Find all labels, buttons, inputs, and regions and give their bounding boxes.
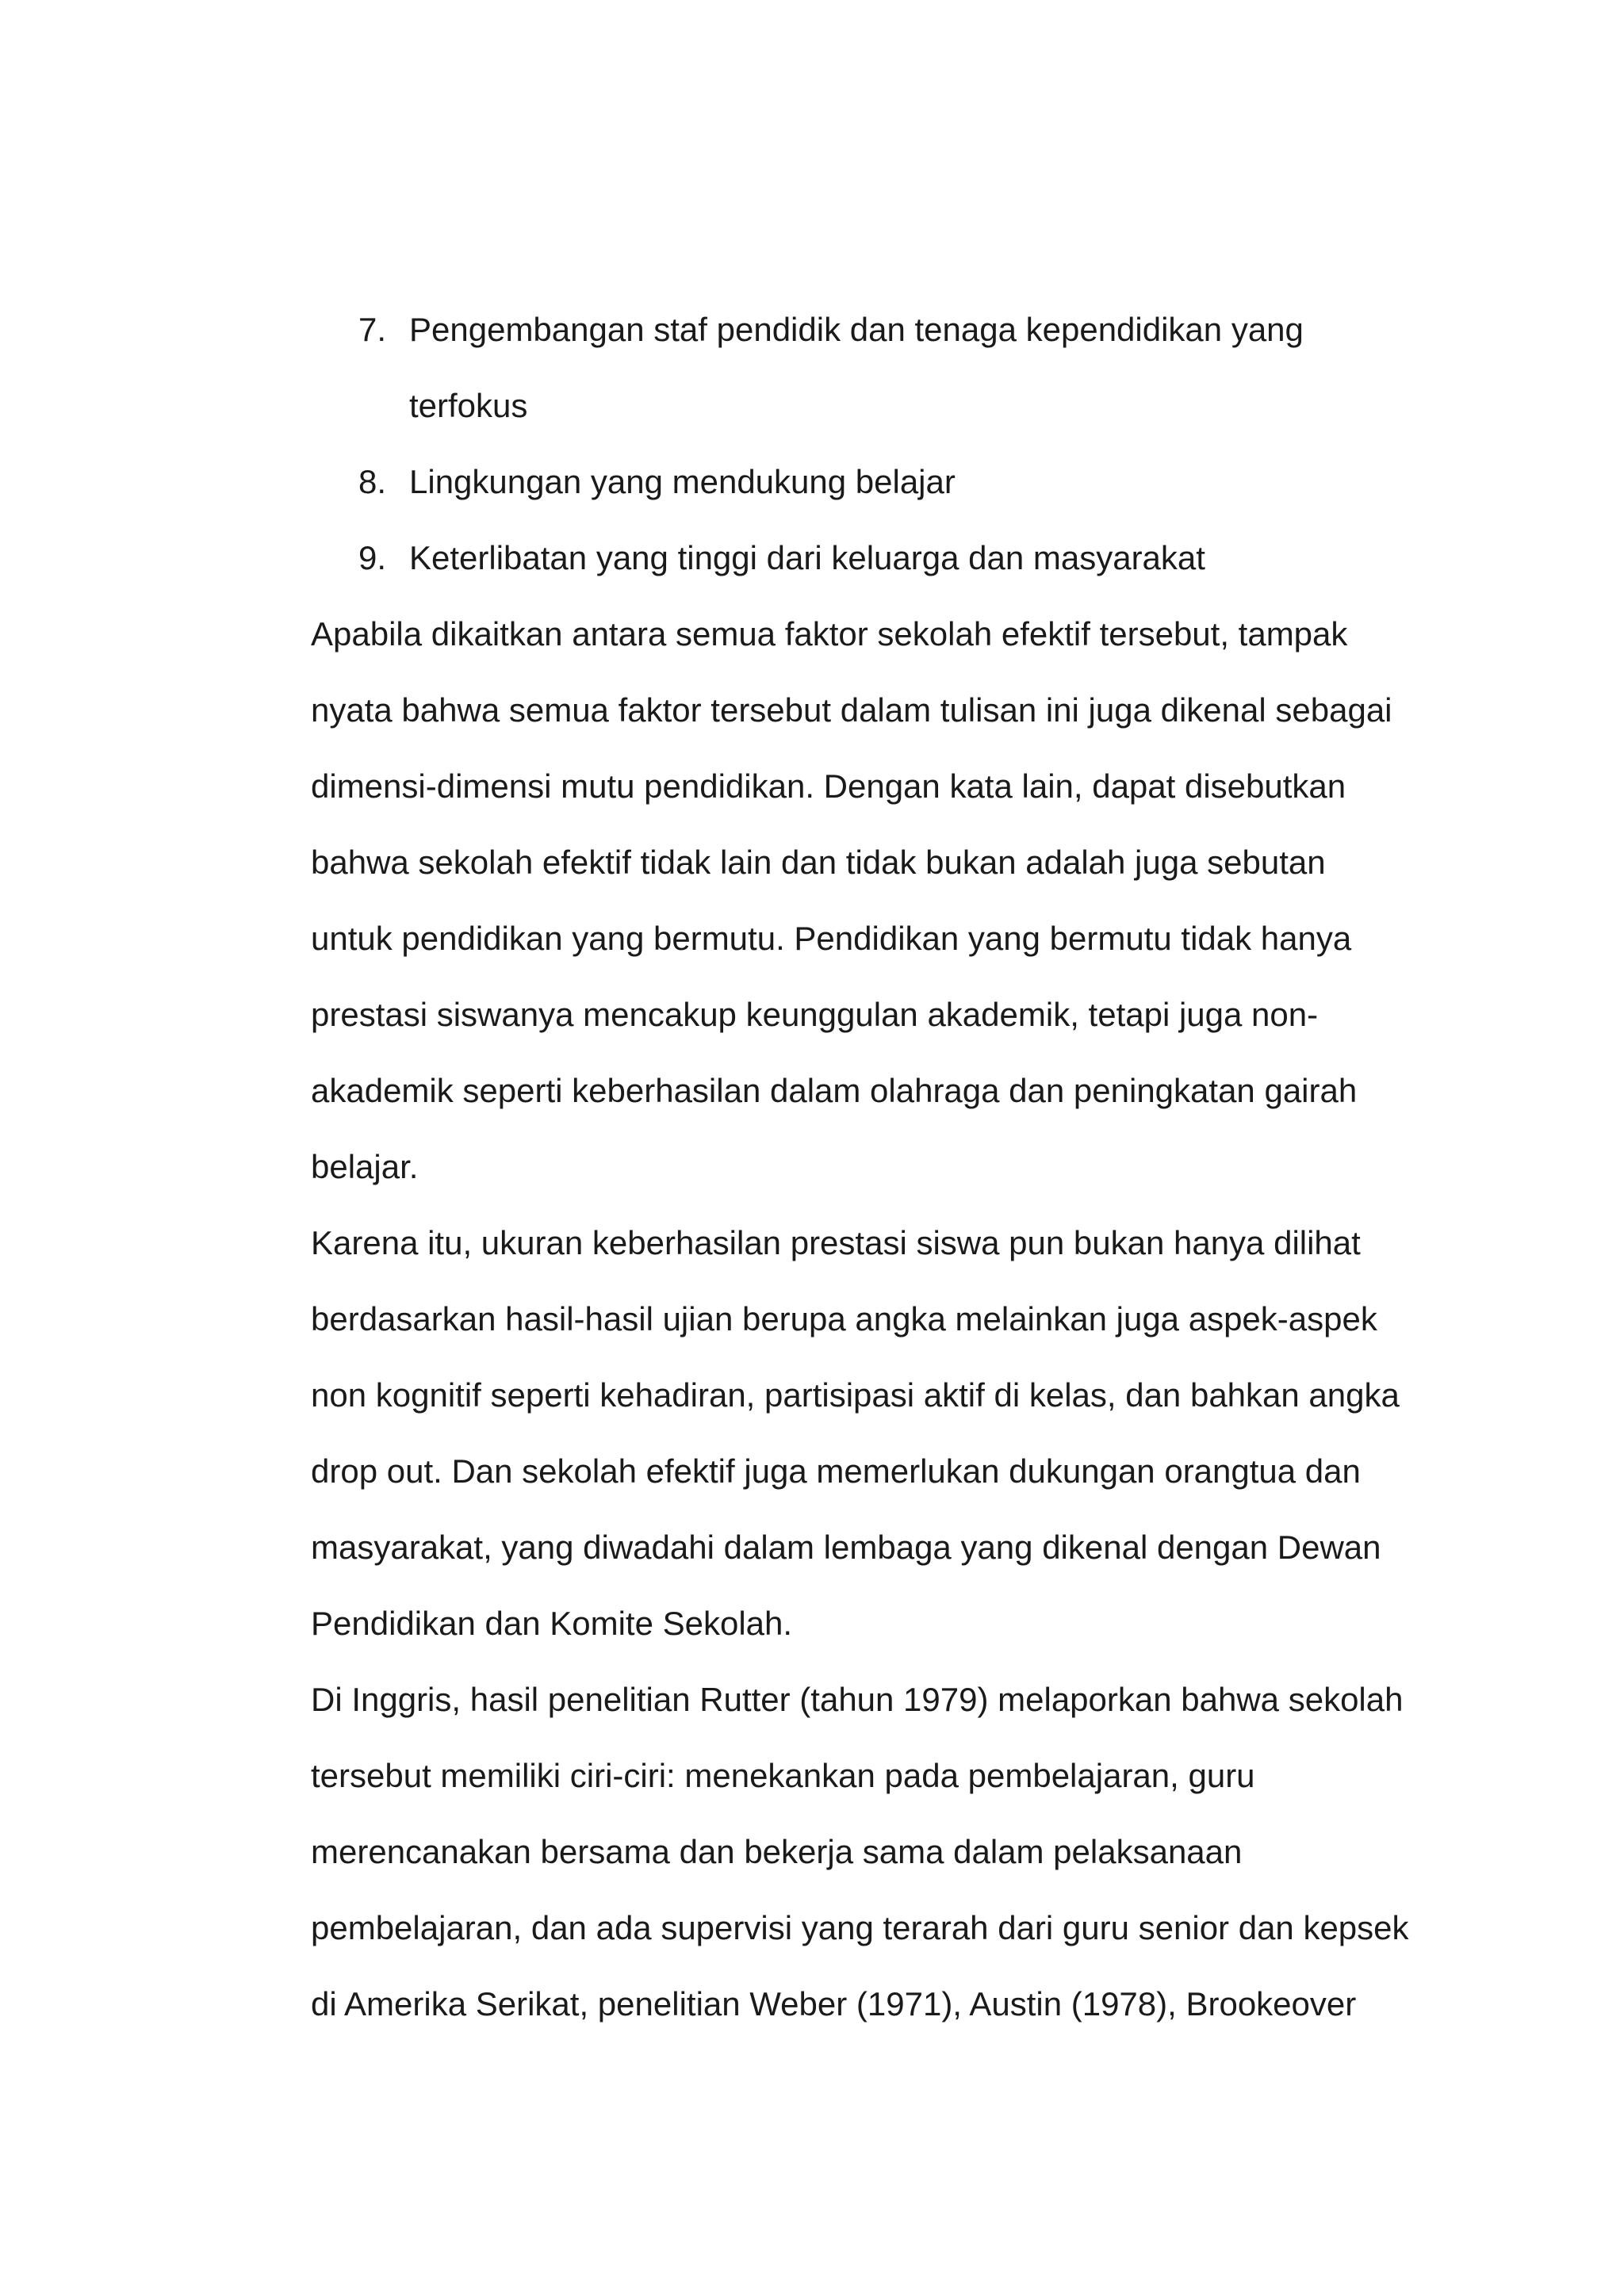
list-item-7-line-1: Pengembangan staf pendidik dan tenaga kependidikan yang (409, 311, 1304, 348)
paragraph-3-line-5: di Amerika Serikat, penelitian Weber (1971), Austin (1978), Brookeover (311, 1985, 1357, 2022)
paragraph-2-line-5: masyarakat, yang diwadahi dalam lembaga yang dikenal dengan Dewan (311, 1529, 1381, 1566)
paragraph-1-line-6: prestasi siswanya mencakup keunggulan akademik, tetapi juga non- (311, 996, 1319, 1033)
paragraph-3-line-1: Di Inggris, hasil penelitian Rutter (tahun 1979) melaporkan bahwa sekolah (311, 1681, 1404, 1718)
paragraph-3-line-4: pembelajaran, dan ada supervisi yang terarah dari guru senior dan kepsek (311, 1909, 1409, 1946)
paragraph-1-line-4: bahwa sekolah efektif tidak lain dan tidak bukan adalah juga sebutan (311, 844, 1326, 881)
paragraph-3-line-3: merencanakan bersama dan bekerja sama dalam pelaksanaan (311, 1833, 1243, 1870)
paragraph-1-line-1: Apabila dikaitkan antara semua faktor sekolah efektif tersebut, tampak (311, 615, 1348, 652)
list-number-8: 8. (358, 463, 387, 500)
list-item-8-line-1: Lingkungan yang mendukung belajar (409, 463, 956, 500)
paragraph-1-line-5: untuk pendidikan yang bermutu. Pendidikan yang bermutu tidak hanya (311, 920, 1352, 957)
paragraph-2-line-2: berdasarkan hasil-hasil ujian berupa angka melainkan juga aspek-aspek (311, 1300, 1377, 1337)
paragraph-3-line-2: tersebut memiliki ciri-ciri: menekankan pada pembelajaran, guru (311, 1757, 1255, 1794)
paragraph-2-line-1: Karena itu, ukuran keberhasilan prestasi siswa pun bukan hanya dilihat (311, 1224, 1361, 1261)
paragraph-2-line-6: Pendidikan dan Komite Sekolah. (311, 1605, 793, 1642)
list-number-9: 9. (358, 539, 387, 576)
paragraph-1-line-3: dimensi-dimensi mutu pendidikan. Dengan kata lain, dapat disebutkan (311, 767, 1346, 805)
paragraph-1-line-8: belajar. (311, 1148, 419, 1185)
list-number-7: 7. (358, 311, 387, 348)
paragraph-1-line-7: akademik seperti keberhasilan dalam olahraga dan peningkatan gairah (311, 1072, 1358, 1109)
paragraph-1-line-2: nyata bahwa semua faktor tersebut dalam tulisan ini juga dikenal sebagai (311, 691, 1392, 729)
paragraph-2-line-3: non kognitif seperti kehadiran, partisipasi aktif di kelas, dan bahkan angka (311, 1376, 1400, 1414)
paragraph-2-line-4: drop out. Dan sekolah efektif juga memerlukan dukungan orangtua dan (311, 1452, 1361, 1490)
list-item-9-line-1: Keterlibatan yang tinggi dari keluarga dan masyarakat (409, 539, 1205, 576)
list-item-7-line-2: terfokus (409, 387, 528, 424)
